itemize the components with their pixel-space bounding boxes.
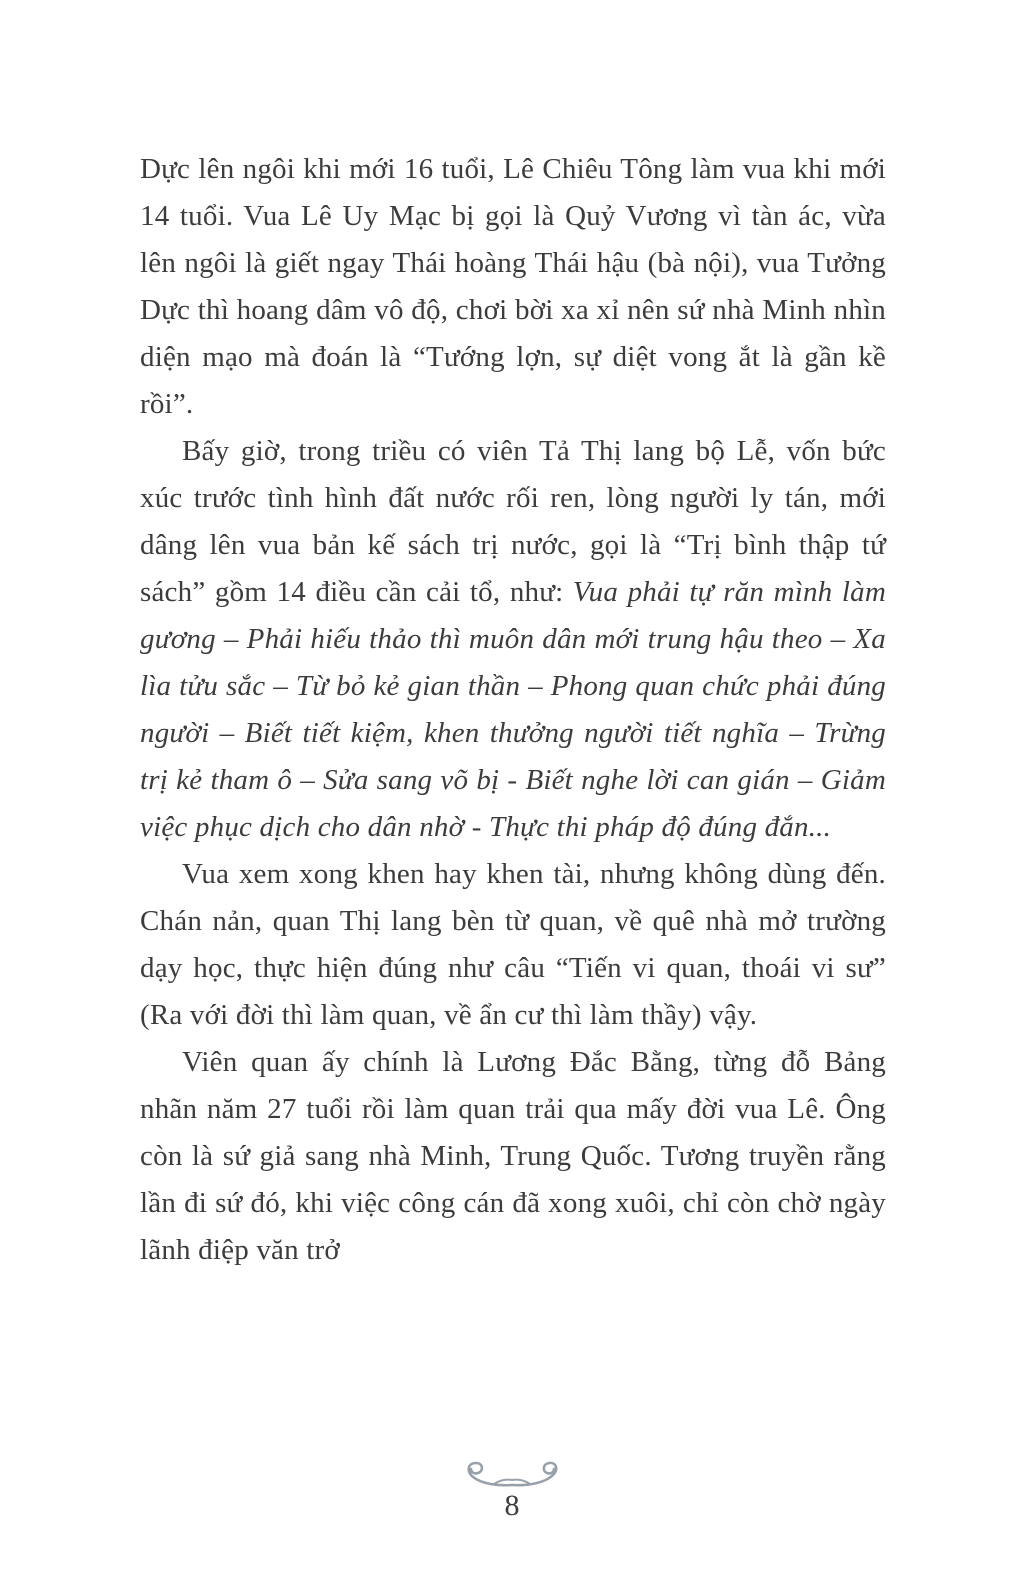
paragraph-text: Dực lên ngôi khi mới 16 tuổi, Lê Chiêu Tông làm vua khi mới 14 tuổi. Vua Lê Uy Mạc bị gọi là Quỷ Vương vì tàn ác, vừa lên ngôi là giết ngay Thái hoàng Thái hậu (bà nội), vua Tưởng Dực thì hoang dâm vô độ, chơi bời xa xỉ nên sứ nhà Minh nhìn diện mạo mà đoán là “Tướng lợn, sự diệt vong ắt là gần kề rồi”. bbox=[140, 153, 886, 420]
page-footer bbox=[0, 1453, 1024, 1523]
paragraph bbox=[140, 428, 886, 851]
paragraph bbox=[140, 1039, 886, 1274]
page-number: 8 bbox=[504, 1489, 520, 1522]
paragraph-text: Vua xem xong khen hay khen tài, nhưng không dùng đến. Chán nản, quan Thị lang bèn từ quan, về quê nhà mở trường dạy học, thực hiện đúng như câu “Tiến vi quan, thoái vi sư” (Ra với đời thì làm quan, về ẩn cư thì làm thầy) vậy. bbox=[140, 858, 886, 1031]
paragraph-text-italic: Vua phải tự răn mình làm gương – Phải hiếu thảo thì muôn dân mới trung hậu theo – Xa lìa tửu sắc – Từ bỏ kẻ gian thần – Phong quan chức phải đúng người – Biết tiết kiệm, khen thưởng người tiết nghĩa – Trừng trị kẻ tham ô – Sửa sang võ bị - Biết nghe lời can gián – Giảm việc phục dịch cho dân nhờ - Thực thi pháp độ đúng đắn... bbox=[140, 576, 886, 843]
page-text bbox=[140, 146, 886, 1274]
paragraph-text: Viên quan ấy chính là Lương Đắc Bằng, từng đỗ Bảng nhãn năm 27 tuổi rồi làm quan trải qua mấy đời vua Lê. Ông còn là sứ giả sang nhà Minh, Trung Quốc. Tương truyền rằng lần đi sứ đó, khi việc công cán đã xong xuôi, chỉ còn chờ ngày lãnh điệp văn trở bbox=[140, 1046, 886, 1266]
paragraph-text: Bấy giờ, trong triều có viên Tả Thị lang bộ Lễ, vốn bức xúc trước tình hình đất nước rối ren, lòng người ly tán, mới dâng lên vua bản kế sách trị nước, gọi là “Trị bình thập tứ sách” gồm 14 điều cần cải tổ, như: bbox=[140, 435, 886, 608]
paragraph bbox=[140, 146, 886, 428]
paragraph bbox=[140, 851, 886, 1039]
